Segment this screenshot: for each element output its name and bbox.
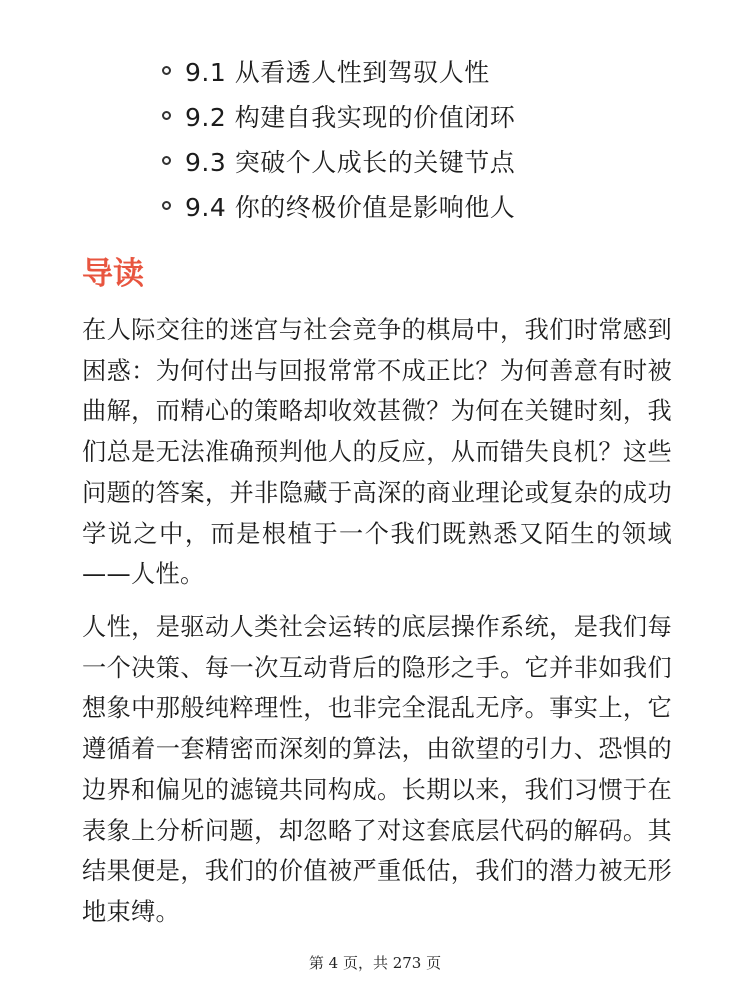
section-heading: 导读 <box>82 256 144 292</box>
toc-item[interactable] <box>162 138 515 183</box>
toc-item-label: 9.3 突破个人成长的关键节点 <box>185 147 516 177</box>
toc-item[interactable] <box>162 93 515 138</box>
toc-item-label: 9.2 构建自我实现的价值闭环 <box>185 102 516 132</box>
toc-item-label: 9.1 从看透人性到驾驭人性 <box>185 57 490 87</box>
toc-item[interactable] <box>162 183 515 228</box>
circle-bullet-icon <box>162 66 171 75</box>
circle-bullet-icon <box>162 111 171 120</box>
toc-item[interactable] <box>162 48 515 93</box>
circle-bullet-icon <box>162 201 171 210</box>
circle-bullet-icon <box>162 156 171 165</box>
table-of-contents <box>162 48 515 228</box>
body-paragraph: 在人际交往的迷宫与社会竞争的棋局中，我们时常感到困惑：为何付出与回报常常不成正比？为何善意有时被曲解，而精心的策略却收效甚微？为何在关键时刻，我们总是无法准确预判他人的反应，从而错失良机？这些问题的答案，并非隐藏于高深的商业理论或复杂的成功学说之中，而是根植于一个我们既熟悉又陌生的领域——人性。 <box>82 316 672 589</box>
toc-item-label: 9.4 你的终极价值是影响他人 <box>185 192 516 222</box>
body-paragraph: 人性，是驱动人类社会运转的底层操作系统，是我们每一个决策、每一次互动背后的隐形之手。它并非如我们想象中那般纯粹理性，也非完全混乱无序。事实上，它遵循着一套精密而深刻的算法，由欲望的引力、恐惧的边界和偏见的滤镜共同构成。长期以来，我们习惯于在表象上分析问题，却忽略了对这套底层代码的解码。其结果便是，我们的价值被严重低估，我们的潜力被无形地束缚。 <box>82 613 672 926</box>
page-number: 第 4 页，共 273 页 <box>308 954 442 972</box>
